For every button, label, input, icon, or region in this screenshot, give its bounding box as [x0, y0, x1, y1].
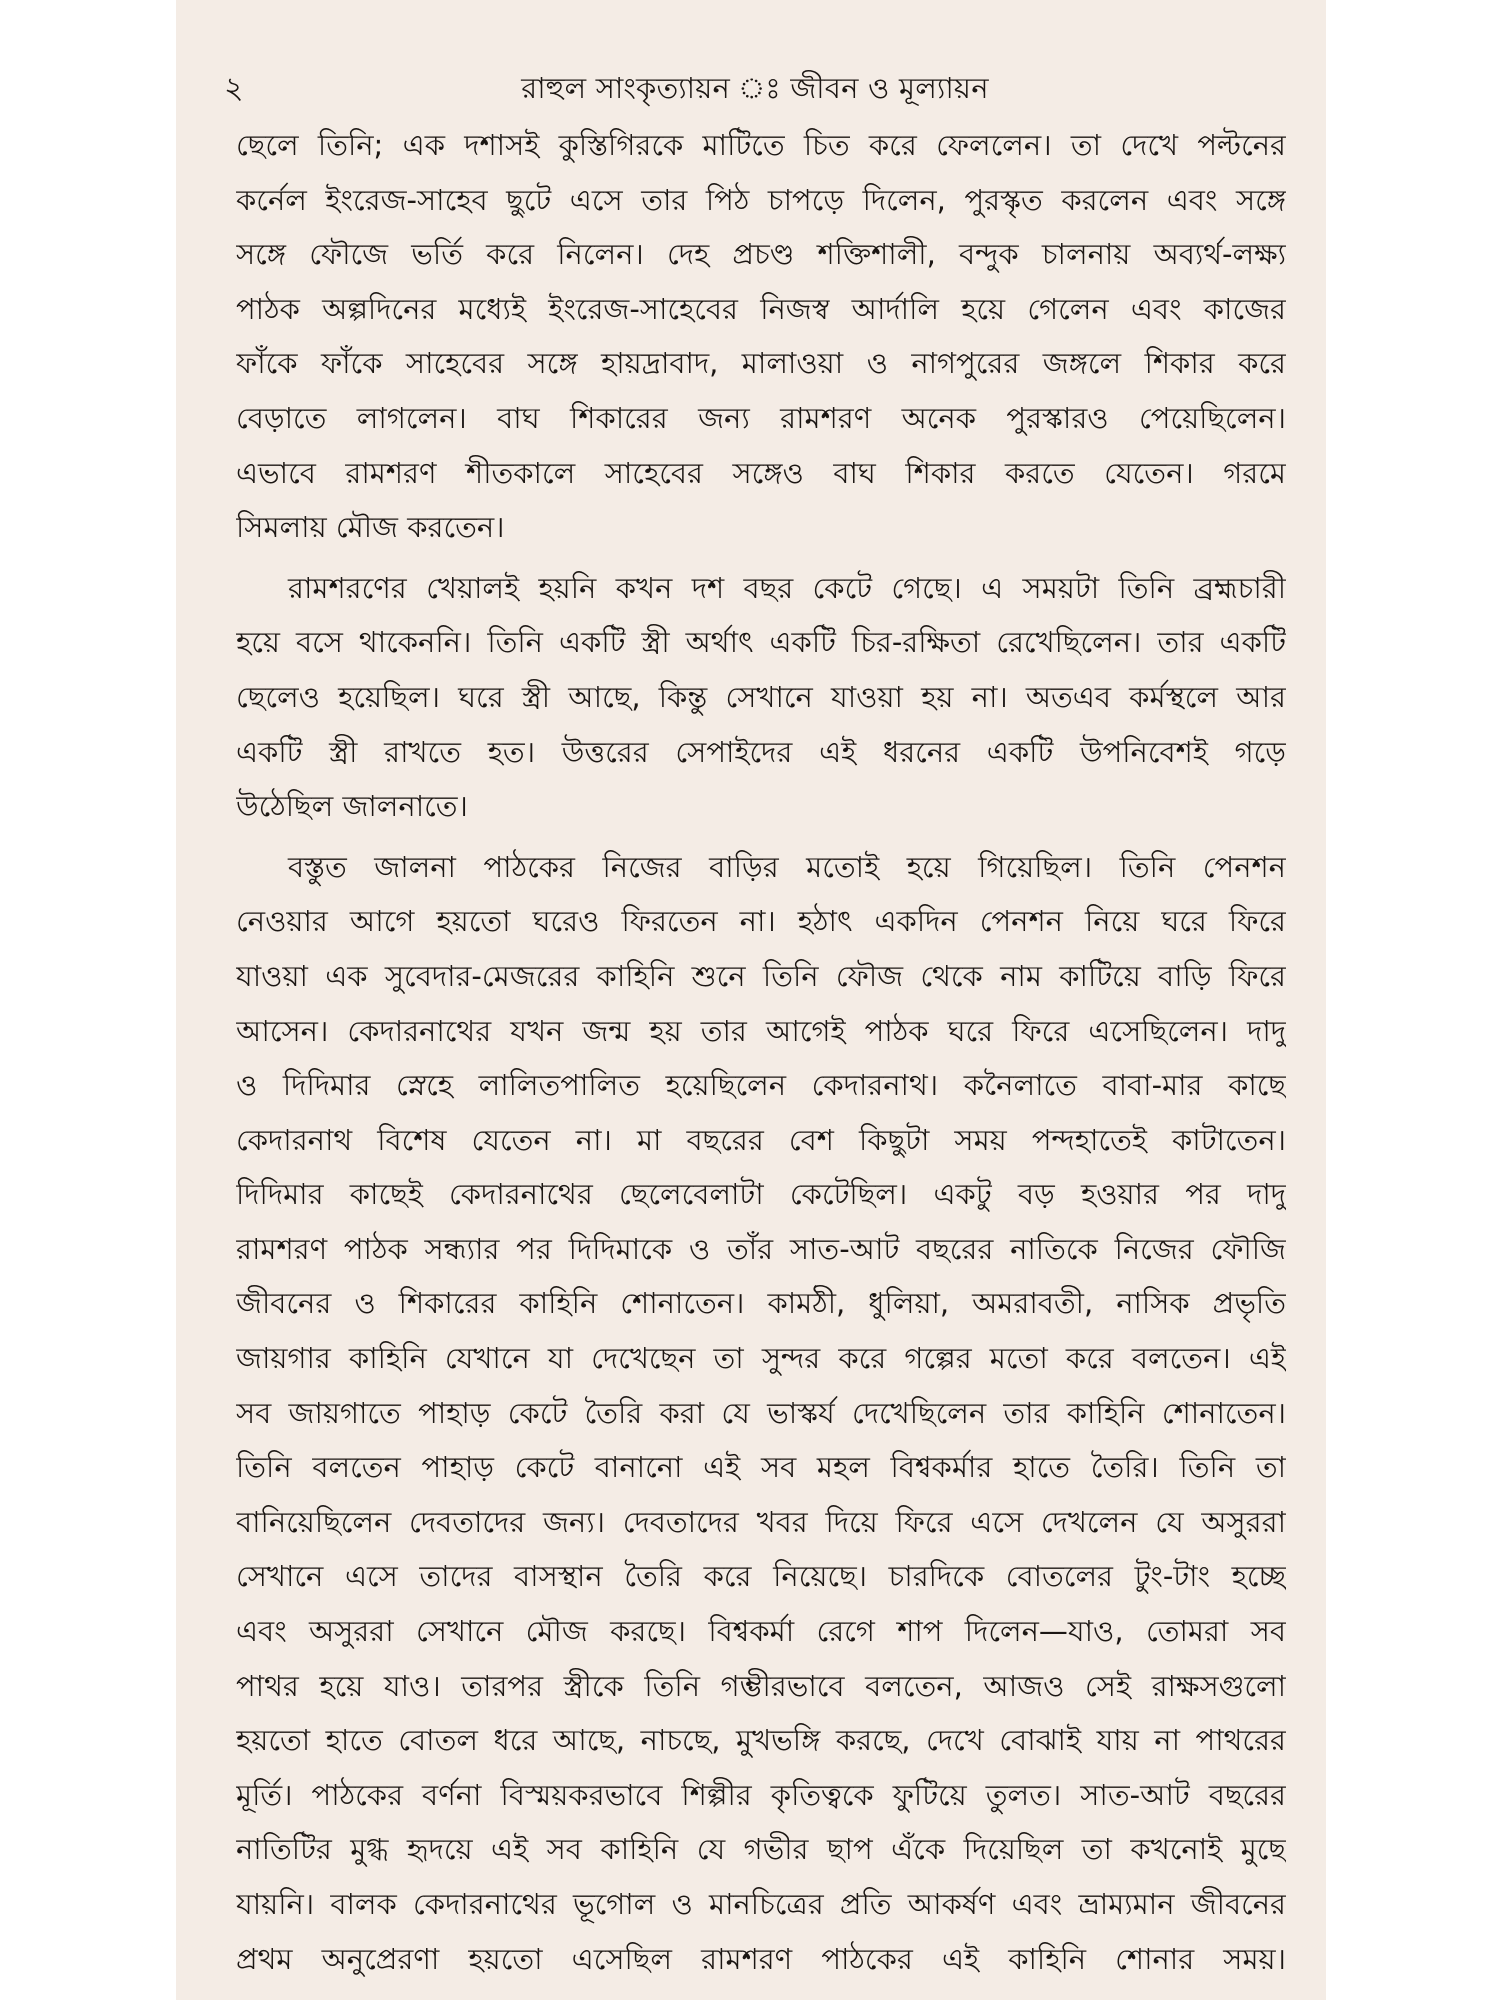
- text-line: প্রথম অনুপ্রেরণা হয়তো এসেছিল রামশরণ পাঠকের এই কাহিনি শোনার সময়।: [236, 1941, 1286, 1976]
- book-page: [176, 0, 1326, 2000]
- text-line: বানিয়েছিলেন দেবতাদের জন্য। দেবতাদের খবর দিয়ে ফিরে এসে দেখলেন যে অসুররা: [236, 1504, 1286, 1539]
- text-line: রামশরণের খেয়ালই হয়নি কখন দশ বছর কেটে গেছে। এ সময়টা তিনি ব্রহ্মচারী: [288, 570, 1286, 605]
- paragraph-1: [236, 118, 1286, 555]
- running-title: রাহুল সাংকৃত্যায়ন ঃ জীবন ও মূল্যায়ন: [521, 71, 989, 105]
- text-line: জীবনের ও শিকারের কাহিনি শোনাতেন। কামঠী, ধুলিয়া, অমরাবতী, নাসিক প্রভৃতি: [236, 1286, 1286, 1321]
- text-line: নাতিটির মুগ্ধ হৃদয়ে এই সব কাহিনি যে গভীর ছাপ এঁকে দিয়েছিল তা কখনোই মুছে: [236, 1832, 1286, 1867]
- body-text: [236, 118, 1286, 1986]
- text-line: ও দিদিমার স্নেহে লালিতপালিত হয়েছিলেন কেদারনাথ। কনৈলাতে বাবা-মার কাছে: [236, 1068, 1286, 1103]
- paragraph-2: [236, 561, 1286, 834]
- text-line: হয়ে বসে থাকেননি। তিনি একটি স্ত্রী অর্থাৎ একটি চির-রক্ষিতা রেখেছিলেন। তার একটি: [236, 625, 1286, 660]
- text-line: দিদিমার কাছেই কেদারনাথের ছেলেবেলাটা কেটেছিল। একটু বড় হওয়ার পর দাদু: [236, 1177, 1286, 1212]
- text-line: এবং অসুররা সেখানে মৌজ করছে। বিশ্বকর্মা রেগে শাপ দিলেন—যাও, তোমরা সব: [236, 1614, 1286, 1649]
- text-line: সিমলায় মৌজ করতেন।: [236, 510, 505, 545]
- text-line: রামশরণ পাঠক সন্ধ্যার পর দিদিমাকে ও তাঁর সাত-আট বছরের নাতিকে নিজের ফৌজি: [236, 1231, 1286, 1266]
- text-line: সঙ্গে ফৌজে ভর্তি করে নিলেন। দেহ প্রচণ্ড শক্তিশালী, বন্দুক চালনায় অব্যর্থ-লক্ষ্য: [236, 237, 1286, 272]
- text-line: একটি স্ত্রী রাখতে হত। উত্তরের সেপাইদের এই ধরনের একটি উপনিবেশই গড়ে: [236, 734, 1286, 769]
- text-line: মূর্তি। পাঠকের বর্ণনা বিস্ময়করভাবে শিল্পীর কৃতিত্বকে ফুটিয়ে তুলত। সাত-আট বছরের: [236, 1777, 1286, 1812]
- text-line: যাওয়া এক সুবেদার-মেজরের কাহিনি শুনে তিনি ফৌজ থেকে নাম কাটিয়ে বাড়ি ফিরে: [236, 958, 1286, 993]
- text-line: সব জায়গাতে পাহাড় কেটে তৈরি করা যে ভাস্কর্য দেখেছিলেন তার কাহিনি শোনাতেন।: [236, 1395, 1286, 1430]
- running-head: [224, 58, 1286, 118]
- text-line: আসেন। কেদারনাথের যখন জন্ম হয় তার আগেই পাঠক ঘরে ফিরে এসেছিলেন। দাদু: [236, 1013, 1286, 1048]
- text-line: বেড়াতে লাগলেন। বাঘ শিকারের জন্য রামশরণ অনেক পুরস্কারও পেয়েছিলেন।: [236, 400, 1286, 435]
- text-line: কর্নেল ইংরেজ-সাহেব ছুটে এসে তার পিঠ চাপড়ে দিলেন, পুরস্কৃত করলেন এবং সঙ্গে: [236, 182, 1286, 217]
- text-line: পাথর হয়ে যাও। তারপর স্ত্রীকে তিনি গম্ভীরভাবে বলতেন, আজও সেই রাক্ষসগুলো: [236, 1668, 1286, 1703]
- text-line: কেদারনাথ বিশেষ যেতেন না। মা বছরের বেশ কিছুটা সময় পন্দহাতেই কাটাতেন।: [236, 1122, 1286, 1157]
- text-line: জায়গার কাহিনি যেখানে যা দেখেছেন তা সুন্দর করে গল্পের মতো করে বলতেন। এই: [236, 1341, 1286, 1376]
- text-line: উঠেছিল জালনাতে।: [236, 789, 468, 824]
- page-number: ২: [224, 71, 244, 106]
- text-line: যায়নি। বালক কেদারনাথের ভূগোল ও মানচিত্রের প্রতি আকর্ষণ এবং ভ্রাম্যমান জীবনের: [236, 1887, 1286, 1921]
- text-line: বস্তুত জালনা পাঠকের নিজের বাড়ির মতোই হয়ে গিয়েছিল। তিনি পেনশন: [288, 849, 1286, 884]
- text-line: ছেলেও হয়েছিল। ঘরে স্ত্রী আছে, কিন্তু সেখানে যাওয়া হয় না। অতএব কর্মস্থলে আর: [236, 679, 1286, 714]
- text-line: এভাবে রামশরণ শীতকালে সাহেবের সঙ্গেও বাঘ শিকার করতে যেতেন। গরমে: [236, 455, 1286, 490]
- paragraph-3: [236, 840, 1286, 1986]
- text-line: পাঠক অল্পদিনের মধ্যেই ইংরেজ-সাহেবের নিজস্ব আর্দালি হয়ে গেলেন এবং কাজের: [236, 291, 1286, 326]
- text-line: হয়তো হাতে বোতল ধরে আছে, নাচছে, মুখভঙ্গি করছে, দেখে বোঝাই যায় না পাথরের: [236, 1723, 1286, 1758]
- text-line: ফাঁকে ফাঁকে সাহেবের সঙ্গে হায়দ্রাবাদ, মালাওয়া ও নাগপুরের জঙ্গলে শিকার করে: [236, 346, 1286, 381]
- text-line: ছেলে তিনি; এক দশাসই কুস্তিগিরকে মাটিতে চিত করে ফেললেন। তা দেখে পল্টনের: [236, 128, 1286, 162]
- text-line: সেখানে এসে তাদের বাসস্থান তৈরি করে নিয়েছে। চারদিকে বোতলের টুং-টাং হচ্ছে: [236, 1559, 1286, 1594]
- text-line: তিনি বলতেন পাহাড় কেটে বানানো এই সব মহল বিশ্বকর্মার হাতে তৈরি। তিনি তা: [236, 1450, 1286, 1485]
- text-line: নেওয়ার আগে হয়তো ঘরেও ফিরতেন না। হঠাৎ একদিন পেনশন নিয়ে ঘরে ফিরে: [236, 904, 1286, 939]
